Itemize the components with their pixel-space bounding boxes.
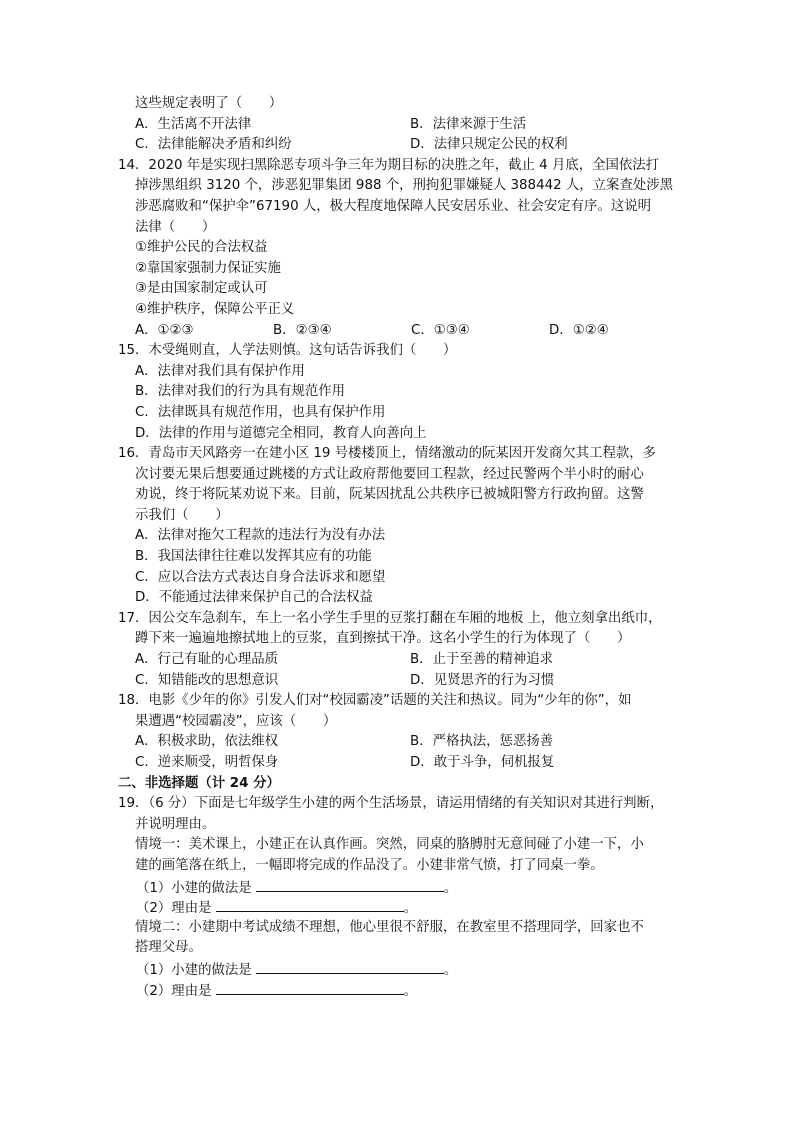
answer-blank[interactable]: [256, 959, 444, 974]
q17-option-b[interactable]: B．止于至善的精神追求: [410, 652, 554, 668]
q17-option-d[interactable]: D．见贤思齐的行为习惯: [410, 672, 555, 688]
q17-options-row1: [118, 650, 678, 671]
q14-item: ②靠国家强制力保证实施: [135, 260, 281, 276]
q16-option-c[interactable]: C．应以合法方式表达自身合法诉求和愿望: [135, 569, 386, 585]
q19-scene2-line: 搭理父母。: [135, 940, 202, 956]
q14-option-c[interactable]: C．①③④: [411, 322, 470, 338]
q19-scene2-answer1: [118, 959, 678, 980]
q19-scene1-answer2: [118, 897, 678, 918]
q14-stem-line: 法律（ ）: [135, 219, 216, 235]
answer-blank[interactable]: [216, 897, 404, 912]
q13-option-a[interactable]: A．生活离不开法律: [135, 116, 252, 132]
q14-item: ④维护秩序，保障公平正义: [135, 301, 295, 317]
q19-scene2-answer2: [118, 980, 678, 1001]
q18-options-row1: [118, 732, 678, 753]
q19-scene2-line: 情境二：小建期中考试成绩不理想，他心里很不舒服，在教室里不搭理同学，回家也不: [135, 919, 644, 935]
q18-option-a[interactable]: A．积极求助，依法维权: [135, 734, 279, 750]
q16-stem-line: 16．青岛市天风路旁一在建小区 19 号楼楼顶上，情绪激动的阮某因开发商欠其工程款，多: [118, 446, 657, 462]
q18-option-c[interactable]: C．逆来顺受，明哲保身: [135, 755, 279, 770]
answer-label: （2）理由是: [136, 901, 212, 917]
q19-stem-line: 19．（6 分）下面是七年级学生小建的两个生活场景，请运用情绪的有关知识对其进行判断，: [118, 796, 664, 812]
q13-stem: 这些规定表明了（ ）: [135, 96, 283, 111]
q15-option-d[interactable]: D．法律的作用与道德完全相同，教育人向善向上: [135, 425, 427, 441]
answer-label: （1）小建的做法是: [136, 880, 252, 896]
q14-option-b[interactable]: B．②③④: [273, 322, 332, 338]
q17-stem-line: 17．因公交车急刹车，车上一名小学生手里的豆浆打翻在车厢的地板 上，他立刻拿出纸巾，: [118, 610, 662, 626]
q18-options-row2: [118, 753, 678, 774]
q16-option-d[interactable]: D．不能通过法律来保护自己的合法权益: [135, 590, 373, 606]
period: 。: [443, 962, 458, 978]
q13-options-row2: [118, 135, 678, 156]
q13-option-d[interactable]: D．法律只规定公民的权利: [410, 137, 568, 153]
period: 。: [403, 983, 418, 999]
q13-options-row1: [118, 115, 678, 136]
q13-option-b[interactable]: B．法律来源于生活: [410, 116, 527, 132]
q16-option-b[interactable]: B．我国法律往往难以发挥其应有的功能: [135, 549, 372, 565]
q16-stem-line: 劝说，终于将阮某劝说下来。目前，阮某因扰乱公共秩序已被城阳警方行政拘留。这警: [135, 487, 644, 503]
q18-option-b[interactable]: B．严格执法，惩恶扬善: [410, 734, 554, 750]
answer-blank[interactable]: [216, 980, 404, 995]
q14-option-a[interactable]: A．①②③: [135, 322, 194, 338]
answer-label: （1）小建的做法是: [136, 962, 252, 978]
q18-stem-line: 果遭遇“校园霸凌”，应该（ ）: [135, 713, 337, 729]
q14-stem-line: 涉恶腐败和“保护伞”67190 人，极大程度地保障人民安居乐业、社会安定有序。这说明: [135, 198, 652, 214]
q14-options-row: [118, 321, 678, 342]
q19-scene1-line: 建的画笔落在纸上，一幅即将完成的作品没了。小建非常气愤，打了同桌一拳。: [135, 857, 604, 873]
exam-page: [118, 94, 678, 1000]
q17-option-a[interactable]: A．行己有耻的心理品质: [135, 652, 279, 668]
q19-scene1-line: 情境一：美术课上，小建正在认真作画。突然，同桌的胳膊肘无意间碰了小建一下，小: [135, 837, 644, 853]
q19-scene1-answer1: [118, 877, 678, 898]
period: 。: [403, 901, 418, 917]
answer-label: （2）理由是: [136, 983, 212, 999]
q14-stem-line: 14．2020 年是实现扫黑除恶专项斗争三年为期目标的决胜之年，截止 4 月底，全国依法打: [118, 157, 660, 173]
q16-stem-line: 示我们（ ）: [135, 507, 229, 523]
q15-option-c[interactable]: C．法律既具有规范作用，也具有保护作用: [135, 404, 386, 420]
q16-stem-line: 次讨要无果后想要通过跳楼的方式让政府帮他要回工程款，经过民警两个半小时的耐心: [135, 466, 644, 482]
answer-blank[interactable]: [256, 877, 444, 892]
q17-options-row2: [118, 671, 678, 692]
q14-item: ①维护公民的合法权益: [135, 240, 268, 256]
q17-stem-line: 蹲下来一遍遍地擦拭地上的豆浆，直到擦拭干净。这名小学生的行为体现了（ ）: [135, 631, 631, 647]
q16-option-a[interactable]: A．法律对拖欠工程款的违法行为没有办法: [135, 528, 386, 544]
q19-stem-line: 并说明理由。: [135, 816, 216, 832]
q13-option-c[interactable]: C．法律能解决矛盾和纠纷: [135, 137, 292, 153]
q17-option-c[interactable]: C．知错能改的思想意识: [135, 672, 279, 688]
q15-option-a[interactable]: A．法律对我们具有保护作用: [135, 363, 305, 379]
q14-stem-line: 掉涉黑组织 3120 个，涉恶犯罪集团 988 个，刑拘犯罪嫌疑人 388442 人，立案查处涉黑: [135, 178, 674, 194]
q18-stem-line: 18．电影《少年的你》引发人们对“校园霸凌”话题的关注和热议。同为“少年的你”，如: [118, 693, 632, 709]
section-heading: 二、非选择题（计 24 分）: [118, 775, 280, 791]
q15-option-b[interactable]: B．法律对我们的行为具有规范作用: [135, 384, 346, 400]
q14-item: ③是由国家制定或认可: [135, 281, 268, 297]
q15-stem: 15．木受绳则直，人学法则慎。这句话告诉我们（ ）: [118, 343, 457, 359]
q18-option-d[interactable]: D．敢于斗争，伺机报复: [410, 755, 555, 770]
period: 。: [443, 880, 458, 896]
q14-option-d[interactable]: D．①②④: [549, 322, 609, 338]
